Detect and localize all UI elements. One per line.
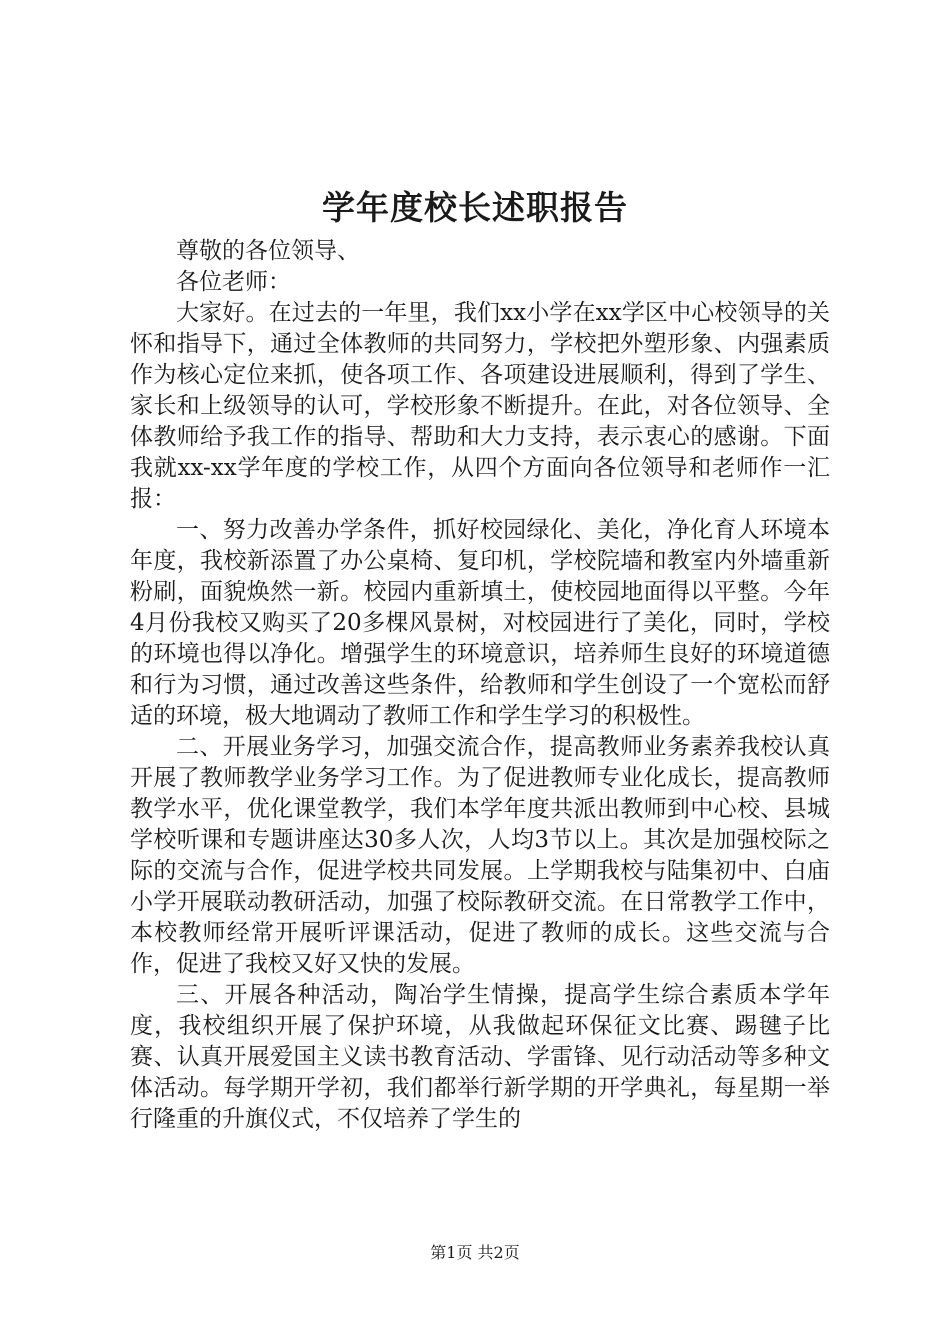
document-body bbox=[130, 236, 830, 1135]
document-title: 学年度校长述职报告 bbox=[322, 188, 628, 227]
page-footer: 第1页 共2页 bbox=[430, 1243, 520, 1262]
salutation-line-2: 各位老师： bbox=[176, 269, 291, 295]
salutation-line-1: 尊敬的各位领导、 bbox=[176, 238, 360, 264]
paragraph-intro: 大家好。在过去的一年里，我们xx小学在xx学区中心校领导的关怀和指导下，通过全体教师的共同努力，学校把外塑形象、内强素质作为核心定位来抓，使各项工作、各项建设进展顺利，得到了学生、家长和上级领导的认可，学校形象不断提升。在此，对各位领导、全体教师给予我工作的指导、帮助和大力支持，表示衷心的感谢。下面我就xx-xx学年度的学校工作，从四个方面向各位领导和老师作一汇报： bbox=[130, 300, 830, 512]
paragraph-section-3: 三、开展各种活动，陶冶学生情操，提高学生综合素质本学年度，我校组织开展了保护环境，从我做起环保征文比赛、踢毽子比赛、认真开展爱国主义读书教育活动、学雷锋、见行动活动等多种文体活动。每学期开学初，我们都举行新学期的开学典礼，每星期一举行隆重的升旗仪式，不仅培养了学生的 bbox=[130, 982, 830, 1132]
paragraph-section-1: 一、努力改善办学条件，抓好校园绿化、美化，净化育人环境本年度，我校新添置了办公桌椅、复印机，学校院墙和教室内外墙重新粉刷，面貌焕然一新。校园内重新填土，使校园地面得以平整。今年4月份我校又购买了20多棵风景树，对校园进行了美化，同时，学校的环境也得以净化。增强学生的环境意识，培养师生良好的环境道德和行为习惯，通过改善这些条件，给教师和学生创设了一个宽松而舒适的环境，极大地调动了教师工作和学生学习的积极性。 bbox=[130, 517, 830, 729]
paragraph-section-2: 二、开展业务学习，加强交流合作，提高教师业务素养我校认真开展了教师教学业务学习工作。为了促进教师专业化成长，提高教师教学水平，优化课堂教学，我们本学年度共派出教师到中心校、县城学校听课和专题讲座达30多人次，人均3节以上。其次是加强校际之际的交流与合作，促进学校共同发展。上学期我校与陆集初中、白庙小学开展联动教研活动，加强了校际教研交流。在日常教学工作中，本校教师经常开展听评课活动，促进了教师的成长。这些交流与合作，促进了我校又好又快的发展。 bbox=[130, 734, 830, 977]
